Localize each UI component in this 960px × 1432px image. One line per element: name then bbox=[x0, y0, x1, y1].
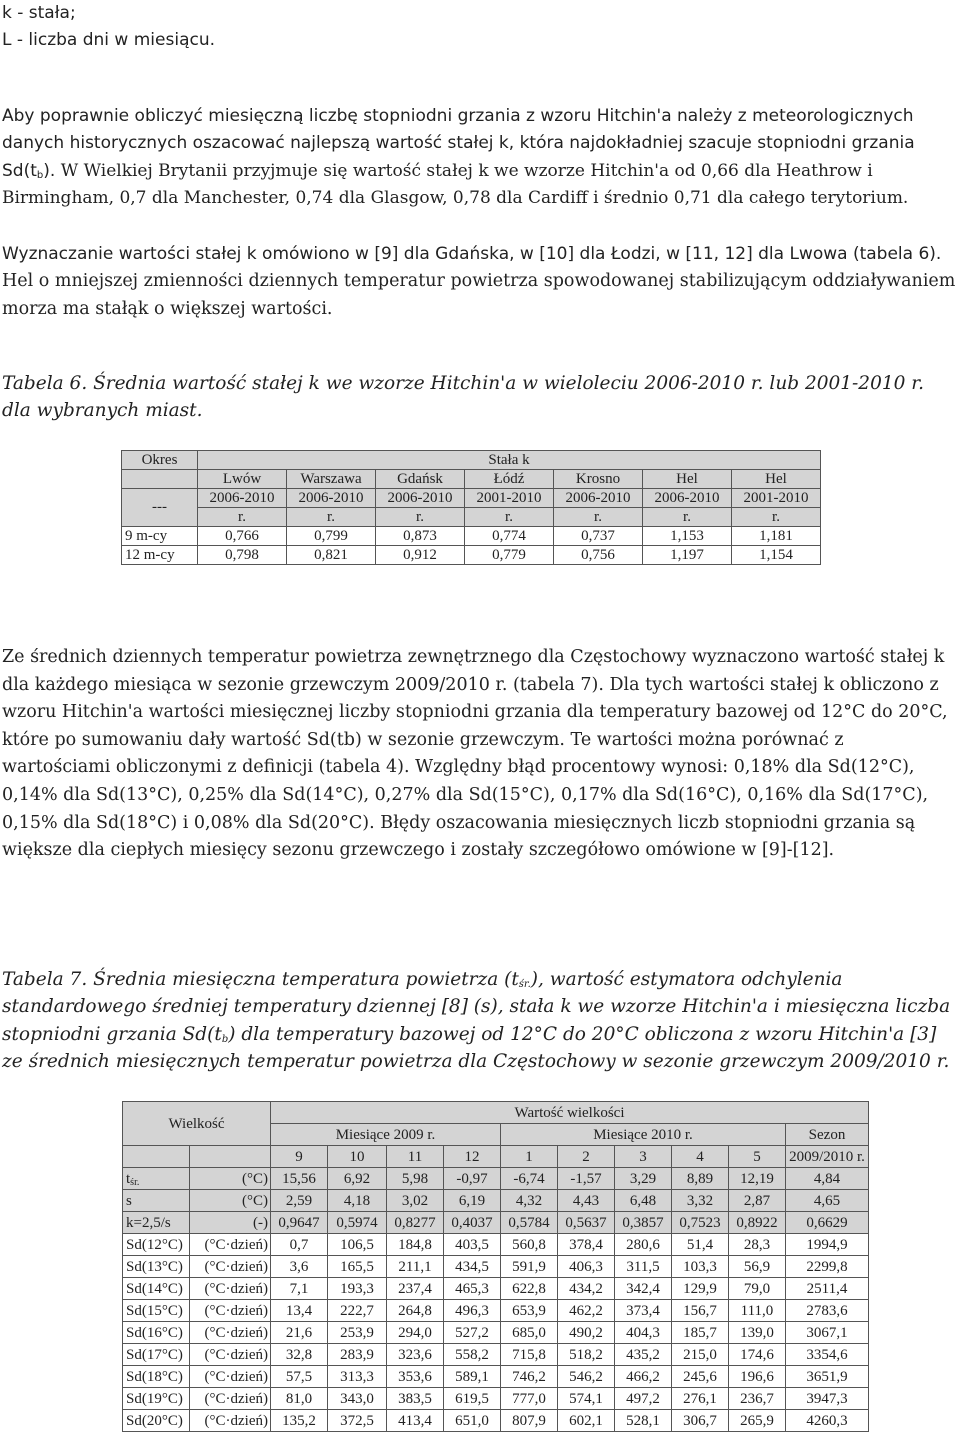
table-cell: 294,0 bbox=[387, 1322, 444, 1344]
table-cell: 0,3857 bbox=[615, 1212, 672, 1234]
table-header: Wielkość bbox=[123, 1102, 271, 1146]
month-header: 2009/2010 r. bbox=[786, 1146, 869, 1168]
table-cell: 81,0 bbox=[271, 1388, 328, 1410]
subscript: b bbox=[221, 1033, 229, 1045]
paragraph-3: Ze średnich dziennych temperatur powietrza zewnętrznego dla Częstochowy wyznaczono wartość stałej k dla każdego miesiąca w sezonie grzewczym 2009/2010 r. (tabela 7). Dla tych wartości stałej k obliczono z wzoru Hitchin'a wartości miesięcznej liczby stopniodni grzania dla temperatury bazowej od 12°C do 20°C, które po sumowaniu dały wartość Sd(tb) w sezonie grzewczym. Te wartości można porównać z wartościami obliczonymi z definicji (tabela 4). Względny błąd procentowy wynosi: 0,18% dla Sd(12°C), 0,14% dla Sd(13°C), 0,25% dla Sd(14°C), 0,27% dla Sd(15°C), 0,17% dla Sd(16°C), 0,16% dla Sd(17°C), 0,15% dla Sd(18°C) i 0,08% dla Sd(20°C). Błędy oszacowania miesięcznych liczb stopniodni grzania są większe dla ciepłych miesięcy sezonu grzewczego i zostały szczegółowo omówione w [9]-[12]. bbox=[2, 647, 948, 861]
period-cell: r. bbox=[465, 508, 554, 527]
period-cell: 2006-2010 bbox=[287, 489, 376, 508]
table-cell: 4,18 bbox=[328, 1190, 387, 1212]
unit-cell: (-) bbox=[190, 1212, 271, 1234]
table-cell: 0,5637 bbox=[558, 1212, 615, 1234]
period-cell: r. bbox=[554, 508, 643, 527]
table-cell: 5,98 bbox=[387, 1168, 444, 1190]
table-cell: 434,5 bbox=[444, 1256, 501, 1278]
quantity-symbol: Sd(20°C) bbox=[126, 1412, 183, 1429]
table-cell: 6,19 bbox=[444, 1190, 501, 1212]
table-cell: 32,8 bbox=[271, 1344, 328, 1366]
table-cell: 0,821 bbox=[287, 546, 376, 565]
period-cell: r. bbox=[198, 508, 287, 527]
quantity-name bbox=[123, 1212, 190, 1234]
table-cell: 106,5 bbox=[328, 1234, 387, 1256]
paragraph-1 bbox=[2, 103, 957, 213]
table-cell: -0,97 bbox=[444, 1168, 501, 1190]
caption-text: Tabela 7. Średnia miesięczna temperatura powietrza (t bbox=[2, 969, 519, 990]
table-cell: 383,5 bbox=[387, 1388, 444, 1410]
month-header: 10 bbox=[328, 1146, 387, 1168]
table-cell: 465,3 bbox=[444, 1278, 501, 1300]
unit-cell: (°C) bbox=[190, 1168, 271, 1190]
table-cell: 1,154 bbox=[732, 546, 821, 565]
table-cell: 342,4 bbox=[615, 1278, 672, 1300]
city-header: Gdańsk bbox=[376, 470, 465, 489]
table-cell: 8,89 bbox=[672, 1168, 729, 1190]
quantity-symbol: Sd(15°C) bbox=[126, 1302, 183, 1319]
table-cell: 372,5 bbox=[328, 1410, 387, 1432]
table-cell: 193,3 bbox=[328, 1278, 387, 1300]
table-cell: 1994,9 bbox=[786, 1234, 869, 1256]
table-cell: 0,6629 bbox=[786, 1212, 869, 1234]
table-cell: 139,0 bbox=[729, 1322, 786, 1344]
table-cell: 103,3 bbox=[672, 1256, 729, 1278]
table-cell: 619,5 bbox=[444, 1388, 501, 1410]
table-cell: 185,7 bbox=[672, 1322, 729, 1344]
unit-cell: (°C·dzień) bbox=[190, 1322, 271, 1344]
table-cell: 3,32 bbox=[672, 1190, 729, 1212]
table-cell: 490,2 bbox=[558, 1322, 615, 1344]
paragraph-2 bbox=[2, 241, 957, 323]
table-row bbox=[123, 1300, 869, 1322]
table-cell: 184,8 bbox=[387, 1234, 444, 1256]
city-header: Krosno bbox=[554, 470, 643, 489]
unit-cell: (°C·dzień) bbox=[190, 1234, 271, 1256]
table-cell: 283,9 bbox=[328, 1344, 387, 1366]
group-header: Sezon bbox=[786, 1124, 869, 1146]
table-row bbox=[122, 546, 821, 565]
table-cell: 3947,3 bbox=[786, 1388, 869, 1410]
table-cell: 4,84 bbox=[786, 1168, 869, 1190]
table-cell: 1,181 bbox=[732, 527, 821, 546]
table-cell: 0,7523 bbox=[672, 1212, 729, 1234]
table-row bbox=[123, 1366, 869, 1388]
table-row bbox=[123, 1322, 869, 1344]
table-cell: 2783,6 bbox=[786, 1300, 869, 1322]
quantity-symbol: Sd(14°C) bbox=[126, 1280, 183, 1297]
table-row bbox=[123, 1278, 869, 1300]
table-cell: 558,2 bbox=[444, 1344, 501, 1366]
table-cell: 746,2 bbox=[501, 1366, 558, 1388]
table-cell: 0,756 bbox=[554, 546, 643, 565]
quantity-name bbox=[123, 1256, 190, 1278]
period-cell: 2006-2010 bbox=[643, 489, 732, 508]
table-cell: 602,1 bbox=[558, 1410, 615, 1432]
table-cell: 156,7 bbox=[672, 1300, 729, 1322]
table-cell: 0,8922 bbox=[729, 1212, 786, 1234]
table-cell: -6,74 bbox=[501, 1168, 558, 1190]
table-cell: 0,873 bbox=[376, 527, 465, 546]
table-header: Wartość wielkości bbox=[271, 1102, 869, 1124]
table-cell: 222,7 bbox=[328, 1300, 387, 1322]
unit-cell: (°C·dzień) bbox=[190, 1410, 271, 1432]
table-cell: 280,6 bbox=[615, 1234, 672, 1256]
table-cell: 265,9 bbox=[729, 1410, 786, 1432]
quantity-symbol: t bbox=[126, 1170, 131, 1187]
caption-text: ) dla temperatury bazowej od 12°C do 20°C obliczona z wzoru Hitchin'a [3] ze średnich miesięcznych temperatur powietrza dla Częstochowy w sezonie grzewczym 2009/2010 r. bbox=[2, 1023, 950, 1073]
quantity-symbol: Sd(12°C) bbox=[126, 1236, 183, 1253]
table-cell: 518,2 bbox=[558, 1344, 615, 1366]
table-cell: 651,0 bbox=[444, 1410, 501, 1432]
table-row bbox=[123, 1388, 869, 1410]
period-cell: 2006-2010 bbox=[376, 489, 465, 508]
unit-cell: (°C·dzień) bbox=[190, 1256, 271, 1278]
table-cell: 3,29 bbox=[615, 1168, 672, 1190]
quantity-name bbox=[123, 1190, 190, 1212]
quantity-symbol: Sd(19°C) bbox=[126, 1390, 183, 1407]
table-cell: 1,197 bbox=[643, 546, 732, 565]
blank-cell bbox=[123, 1146, 190, 1168]
table-cell: 560,8 bbox=[501, 1234, 558, 1256]
table-cell: 2511,4 bbox=[786, 1278, 869, 1300]
period-cell: r. bbox=[643, 508, 732, 527]
table-row bbox=[123, 1168, 869, 1190]
list-item: L - liczba dni w miesiącu. bbox=[2, 30, 216, 51]
table-cell: 622,8 bbox=[501, 1278, 558, 1300]
table-cell: 434,2 bbox=[558, 1278, 615, 1300]
period-cell: 2006-2010 bbox=[554, 489, 643, 508]
period-cell: r. bbox=[376, 508, 465, 527]
month-header: 1 bbox=[501, 1146, 558, 1168]
period-cell: 2001-2010 bbox=[732, 489, 821, 508]
table-cell: 466,2 bbox=[615, 1366, 672, 1388]
unit-cell: (°C·dzień) bbox=[190, 1344, 271, 1366]
paragraph-2-text: Wyznaczanie wartości stałej k omówiono w [9] dla Gdańska, w [10] dla Łodzi, w [11, 12] dla Lwowa (tabela 6). bbox=[2, 244, 942, 264]
quantity-name bbox=[123, 1388, 190, 1410]
table-cell: 174,6 bbox=[729, 1344, 786, 1366]
table-cell: 574,1 bbox=[558, 1388, 615, 1410]
table-cell: 3651,9 bbox=[786, 1366, 869, 1388]
table-row bbox=[123, 1234, 869, 1256]
table-cell: 0,4037 bbox=[444, 1212, 501, 1234]
table-cell: 51,4 bbox=[672, 1234, 729, 1256]
table-cell: 0,774 bbox=[465, 527, 554, 546]
table-cell: 129,9 bbox=[672, 1278, 729, 1300]
table-cell: 3354,6 bbox=[786, 1344, 869, 1366]
table-6 bbox=[121, 450, 821, 565]
table-cell: 7,1 bbox=[271, 1278, 328, 1300]
table-cell: 196,6 bbox=[729, 1366, 786, 1388]
table-cell: 6,48 bbox=[615, 1190, 672, 1212]
table-cell: 21,6 bbox=[271, 1322, 328, 1344]
table-row bbox=[123, 1344, 869, 1366]
period-cell: 2001-2010 bbox=[465, 489, 554, 508]
table-cell: 236,7 bbox=[729, 1388, 786, 1410]
city-header: Hel bbox=[643, 470, 732, 489]
table-cell: 306,7 bbox=[672, 1410, 729, 1432]
table-cell: 111,0 bbox=[729, 1300, 786, 1322]
table6-caption: Tabela 6. Średnia wartość stałej k we wzorze Hitchin'a w wieloleciu 2006-2010 r. lub 2001-2010 r. dla wybranych miast. bbox=[2, 373, 924, 422]
table-cell: 403,5 bbox=[444, 1234, 501, 1256]
row-label: 12 m-cy bbox=[122, 546, 198, 565]
unit-cell: (°C·dzień) bbox=[190, 1366, 271, 1388]
table-row bbox=[123, 1256, 869, 1278]
city-header: Lwów bbox=[198, 470, 287, 489]
quantity-name bbox=[123, 1410, 190, 1432]
table-cell: 215,0 bbox=[672, 1344, 729, 1366]
table-cell: 0,798 bbox=[198, 546, 287, 565]
table-cell: 12,19 bbox=[729, 1168, 786, 1190]
group-header: Miesiące 2009 r. bbox=[271, 1124, 501, 1146]
table-cell: 0,8277 bbox=[387, 1212, 444, 1234]
table-cell: 685,0 bbox=[501, 1322, 558, 1344]
table-cell: 1,153 bbox=[643, 527, 732, 546]
table-cell: 2299,8 bbox=[786, 1256, 869, 1278]
quantity-name bbox=[123, 1300, 190, 1322]
subscript: śr. bbox=[130, 1176, 140, 1188]
city-header: Warszawa bbox=[287, 470, 376, 489]
city-header: Łódź bbox=[465, 470, 554, 489]
table-cell: 56,9 bbox=[729, 1256, 786, 1278]
month-header: 4 bbox=[672, 1146, 729, 1168]
quantity-name bbox=[123, 1234, 190, 1256]
table-cell: 237,4 bbox=[387, 1278, 444, 1300]
table-cell: 0,779 bbox=[465, 546, 554, 565]
month-header: 12 bbox=[444, 1146, 501, 1168]
table-row bbox=[122, 527, 821, 546]
table-cell: 4,43 bbox=[558, 1190, 615, 1212]
table-cell: 3,02 bbox=[387, 1190, 444, 1212]
table-cell: -1,57 bbox=[558, 1168, 615, 1190]
table-cell: 2,59 bbox=[271, 1190, 328, 1212]
table-cell: 323,6 bbox=[387, 1344, 444, 1366]
table-cell: 276,1 bbox=[672, 1388, 729, 1410]
paragraph-1-rest: W Wielkiej Brytanii przyjmuje się wartość stałej k we wzorze Hitchin'a od 0,66 dla Heathrow i Birmingham, 0,7 dla Manchester, 0,74 dla Glasgow, 0,78 dla Cardiff i średnio 0,71 dla całego terytorium. bbox=[2, 160, 909, 209]
table-cell: 435,2 bbox=[615, 1344, 672, 1366]
unit-cell: (°C·dzień) bbox=[190, 1388, 271, 1410]
table-cell: 0,5974 bbox=[328, 1212, 387, 1234]
table-cell: 3,6 bbox=[271, 1256, 328, 1278]
table-cell: 6,92 bbox=[328, 1168, 387, 1190]
table-cell: 0,737 bbox=[554, 527, 643, 546]
quantity-symbol: Sd(17°C) bbox=[126, 1346, 183, 1363]
quantity-name bbox=[123, 1168, 190, 1190]
table-cell: 496,3 bbox=[444, 1300, 501, 1322]
row-label: 9 m-cy bbox=[122, 527, 198, 546]
table-cell: 15,56 bbox=[271, 1168, 328, 1190]
table7-caption bbox=[2, 966, 957, 1076]
table-cell: 343,0 bbox=[328, 1388, 387, 1410]
table-cell: 0,5784 bbox=[501, 1212, 558, 1234]
quantity-name bbox=[123, 1322, 190, 1344]
table-row bbox=[123, 1410, 869, 1432]
list-item: k - stała; bbox=[2, 3, 76, 23]
variable-list bbox=[2, 0, 957, 55]
table-row bbox=[123, 1190, 869, 1212]
table-cell: 13,4 bbox=[271, 1300, 328, 1322]
table-cell: 264,8 bbox=[387, 1300, 444, 1322]
table-cell: 57,5 bbox=[271, 1366, 328, 1388]
table-cell: 211,1 bbox=[387, 1256, 444, 1278]
month-header: 3 bbox=[615, 1146, 672, 1168]
table-cell: 0,766 bbox=[198, 527, 287, 546]
quantity-symbol: Sd(18°C) bbox=[126, 1368, 183, 1385]
table-cell: 546,2 bbox=[558, 1366, 615, 1388]
table-cell: 591,9 bbox=[501, 1256, 558, 1278]
table-cell: 373,4 bbox=[615, 1300, 672, 1322]
table-cell: 353,6 bbox=[387, 1366, 444, 1388]
table-7 bbox=[122, 1101, 869, 1432]
period-cell: r. bbox=[732, 508, 821, 527]
period-label: --- bbox=[122, 489, 198, 527]
subscript: b bbox=[36, 169, 44, 181]
table-cell: 589,1 bbox=[444, 1366, 501, 1388]
table-cell: 165,5 bbox=[328, 1256, 387, 1278]
month-header: 5 bbox=[729, 1146, 786, 1168]
period-cell: r. bbox=[287, 508, 376, 527]
unit-cell: (°C) bbox=[190, 1190, 271, 1212]
table-cell: 404,3 bbox=[615, 1322, 672, 1344]
table-cell: 245,6 bbox=[672, 1366, 729, 1388]
quantity-symbol: s bbox=[126, 1192, 132, 1209]
month-header: 11 bbox=[387, 1146, 444, 1168]
table-cell: 462,2 bbox=[558, 1300, 615, 1322]
table-cell: 0,912 bbox=[376, 546, 465, 565]
subscript: śr. bbox=[518, 979, 531, 990]
table-cell: 4260,3 bbox=[786, 1410, 869, 1432]
paragraph-2-rest: Hel o mniejszej zmienności dziennych temperatur powietrza spowodowanej stabilizującym oddziaływaniem morza ma stałąk o większej wartości. bbox=[2, 271, 956, 319]
unit-cell: (°C·dzień) bbox=[190, 1300, 271, 1322]
table-cell: 715,8 bbox=[501, 1344, 558, 1366]
table-cell: 135,2 bbox=[271, 1410, 328, 1432]
paragraph-1-text-end: ). bbox=[43, 160, 56, 181]
table-cell: 0,7 bbox=[271, 1234, 328, 1256]
blank-cell bbox=[190, 1146, 271, 1168]
unit-cell: (°C·dzień) bbox=[190, 1278, 271, 1300]
paragraph-1-text: Aby poprawnie obliczyć miesięczną liczbę stopniodni grzania z wzoru Hitchin'a należy z meteorologicznych danych historycznych oszacować najlepszą wartość stałej k, która najdokładniej szacuje stopniodni grzania Sd(t bbox=[2, 106, 915, 181]
table-cell: 313,3 bbox=[328, 1366, 387, 1388]
table-cell: 2,87 bbox=[729, 1190, 786, 1212]
table-cell: 406,3 bbox=[558, 1256, 615, 1278]
month-header: 2 bbox=[558, 1146, 615, 1168]
group-header: Miesiące 2010 r. bbox=[501, 1124, 786, 1146]
table-cell: 28,3 bbox=[729, 1234, 786, 1256]
table-cell: 527,2 bbox=[444, 1322, 501, 1344]
quantity-symbol: Sd(16°C) bbox=[126, 1324, 183, 1341]
table-cell: 253,9 bbox=[328, 1322, 387, 1344]
table-row bbox=[123, 1212, 869, 1234]
table-cell: 807,9 bbox=[501, 1410, 558, 1432]
table-cell: 3067,1 bbox=[786, 1322, 869, 1344]
table-cell: 311,5 bbox=[615, 1256, 672, 1278]
table-cell: 413,4 bbox=[387, 1410, 444, 1432]
table-cell: 653,9 bbox=[501, 1300, 558, 1322]
caption-text: ), wartość estymatora odchylenia standardowego średniej temperatury dziennej [8] (s), stała k we wzorze Hitchin'a i miesięczna liczba stopniodni grzania Sd(t bbox=[2, 969, 951, 1045]
quantity-symbol: k=2,5/s bbox=[126, 1214, 171, 1231]
table-cell: 378,4 bbox=[558, 1234, 615, 1256]
city-header: Hel bbox=[732, 470, 821, 489]
quantity-name bbox=[123, 1366, 190, 1388]
period-cell: 2006-2010 bbox=[198, 489, 287, 508]
quantity-name bbox=[123, 1278, 190, 1300]
table-cell: 79,0 bbox=[729, 1278, 786, 1300]
quantity-symbol: Sd(13°C) bbox=[126, 1258, 183, 1275]
table-cell: 0,9647 bbox=[271, 1212, 328, 1234]
table-cell: 4,32 bbox=[501, 1190, 558, 1212]
table-cell: 0,799 bbox=[287, 527, 376, 546]
table-cell: 777,0 bbox=[501, 1388, 558, 1410]
table-header: Stała k bbox=[198, 451, 821, 470]
table-cell: 528,1 bbox=[615, 1410, 672, 1432]
table-cell: 497,2 bbox=[615, 1388, 672, 1410]
month-header: 9 bbox=[271, 1146, 328, 1168]
table-header: Okres bbox=[122, 451, 198, 470]
table-cell: 4,65 bbox=[786, 1190, 869, 1212]
quantity-name bbox=[123, 1344, 190, 1366]
